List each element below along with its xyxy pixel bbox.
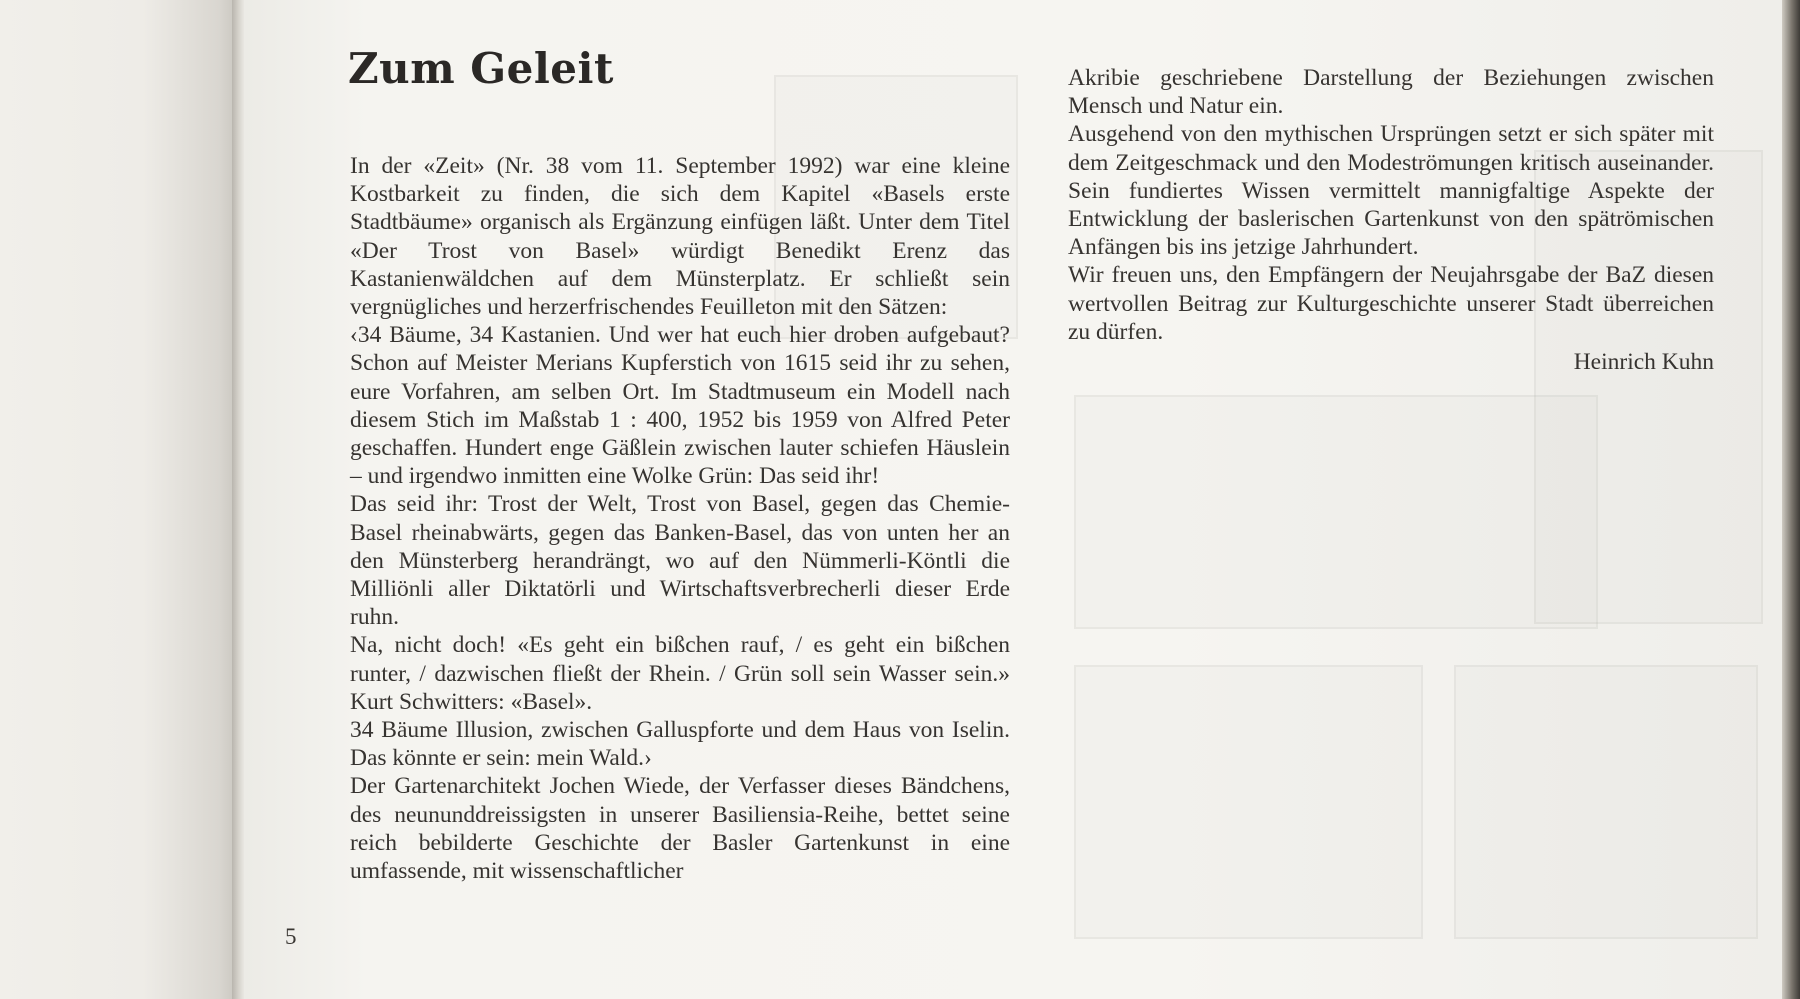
paragraph: Das seid ihr: Trost der Welt, Trost von Basel, gegen das Chemie-Basel rheinabwärts, gegen das Banken-Basel, das von unten her an den Münsterberg herandrängt, wo auf den Nümmerli-Köntli die Milliönli aller Diktatörli und Wirtschaftsverbrecherli dieser Erde ruhn. [350, 491, 1010, 631]
left-text-column [350, 152, 1010, 885]
paragraph: Wir freuen uns, den Empfängern der Neujahrsgabe der BaZ diesen wertvollen Beitrag zur Kulturgeschichte unserer Stadt überreichen zu dürfen. [1068, 262, 1714, 345]
page-number: 5 [285, 924, 297, 949]
left-page-edge [0, 0, 238, 999]
paragraph: 34 Bäume Illusion, zwischen Galluspforte und dem Haus von Iselin. Das könnte er sein: mein Wald.› [350, 717, 1010, 772]
page-title: Zum Geleit [348, 44, 614, 93]
show-through-illustration [1074, 395, 1598, 629]
page-edge-shadow [1782, 0, 1800, 999]
show-through-illustration [1454, 665, 1758, 939]
paragraph: Ausgehend von den mythischen Ursprüngen setzt er sich später mit dem Zeitgeschmack und den Modeströmungen kritisch auseinander. Sein fundiertes Wissen vermittelt mannigfaltige Aspekte der Entwicklung der baslerischen Gartenkunst von den spätrömischen Anfängen bis ins jetzige Jahrhundert. [1068, 121, 1714, 261]
paragraph: Der Gartenarchitekt Jochen Wiede, der Verfasser dieses Bändchens, des neununddreissigsten in unserer Basiliensia-Reihe, bettet seine reich bebilderte Geschichte der Basler Gartenkunst in eine umfassende, mit wissenschaftlicher [350, 773, 1010, 885]
paragraph: In der «Zeit» (Nr. 38 vom 11. September 1992) war eine kleine Kostbarkeit zu finden, die sich dem Kapitel «Basels erste Stadtbäume» organisch als Ergänzung einfügen läßt. Unter dem Titel «Der Trost von Basel» würdigt Benedikt Erenz das Kastanienwäldchen auf dem Münsterplatz. Er schließt sein vergnügliches und herzerfrischendes Feuilleton mit den Sätzen: [350, 153, 1010, 321]
right-text-column [1068, 64, 1714, 376]
show-through-illustration [1074, 665, 1423, 939]
paragraph: Akribie geschriebene Darstellung der Beziehungen zwischen Mensch und Natur ein. [1068, 65, 1714, 120]
paragraph: ‹34 Bäume, 34 Kastanien. Und wer hat euch hier droben aufgebaut? Schon auf Meister Merians Kupferstich von 1615 seid ihr zu sehen, eure Vorfahren, am selben Ort. Im Stadtmuseum ein Modell nach diesem Stich im Maßstab 1 : 400, 1952 bis 1959 von Alfred Peter geschaffen. Hundert enge Gäßlein zwischen lauter schiefen Häuslein – und irgendwo inmitten eine Wolke Grün: Das seid ihr! [350, 322, 1010, 490]
book-gutter [232, 0, 244, 999]
paragraph: Na, nicht doch! «Es geht ein bißchen rauf, / es geht ein bißchen runter, / dazwischen fließt der Rhein. / Grün soll sein Wasser sein.» Kurt Schwitters: «Basel». [350, 632, 1010, 715]
signature: Heinrich Kuhn [1573, 349, 1714, 376]
